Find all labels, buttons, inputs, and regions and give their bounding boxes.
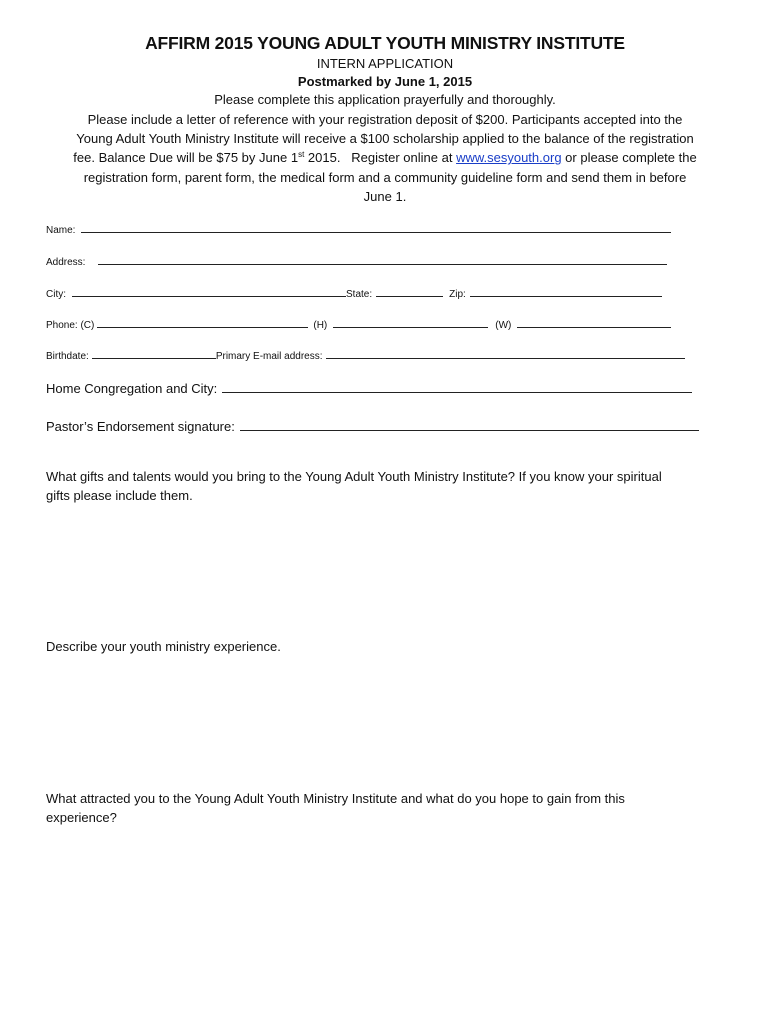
question-gifts-line-2: gifts please include them. bbox=[46, 488, 193, 503]
pastor-signature-row bbox=[46, 418, 699, 434]
phone-work-field[interactable] bbox=[517, 317, 671, 328]
zip-label: Zip: bbox=[449, 289, 466, 300]
congregation-label: Home Congregation and City: bbox=[46, 381, 218, 396]
state-field[interactable] bbox=[376, 286, 443, 297]
intro-line-2: Young Adult Youth Ministry Institute will receive a $100 scholarship applied to the balance of the registration bbox=[76, 131, 694, 147]
phone-cell-label: Phone: (C) bbox=[46, 320, 95, 331]
question-attracted bbox=[46, 789, 625, 827]
zip-field[interactable] bbox=[470, 286, 662, 297]
form-title: AFFIRM 2015 YOUNG ADULT YOUTH MINISTRY INSTITUTE bbox=[145, 33, 625, 53]
state-label: State: bbox=[346, 289, 373, 300]
email-field[interactable] bbox=[326, 348, 685, 359]
question-experience-line: Describe your youth ministry experience. bbox=[46, 639, 281, 654]
date-suffix: st bbox=[298, 150, 305, 160]
phone-row bbox=[46, 317, 671, 331]
birthdate-email-row bbox=[46, 348, 685, 362]
name-field[interactable] bbox=[81, 222, 671, 233]
pastor-signature-label: Pastor’s Endorsement signature: bbox=[46, 419, 235, 434]
question-attracted-line-1: What attracted you to the Young Adult Youth Ministry Institute and what do you hope to gain from this bbox=[46, 791, 625, 806]
instruction-line: Please complete this application prayerfully and thoroughly. bbox=[214, 92, 556, 107]
address-label: Address: bbox=[46, 257, 86, 268]
phone-cell-field[interactable] bbox=[97, 317, 308, 328]
question-gifts bbox=[46, 467, 662, 505]
city-field[interactable] bbox=[72, 286, 346, 297]
question-gifts-line-1: What gifts and talents would you bring to the Young Adult Youth Ministry Institute? If you know your spiritual bbox=[46, 469, 662, 484]
answer-area-experience[interactable] bbox=[46, 660, 726, 780]
intro-paragraph bbox=[0, 110, 770, 206]
website-link[interactable]: www.sesyouth.org bbox=[456, 150, 562, 166]
form-subtitle: INTERN APPLICATION bbox=[316, 56, 454, 71]
intro-line-3-end: or please complete the bbox=[561, 150, 697, 166]
intro-line-3-start: fee. Balance Due will be $75 by June 1 bbox=[73, 150, 299, 166]
email-label: Primary E-mail address: bbox=[215, 351, 323, 362]
address-row bbox=[46, 254, 667, 268]
phone-work-label: (W) bbox=[495, 320, 512, 331]
city-label: City: bbox=[46, 289, 66, 300]
intro-line-4: registration form, parent form, the medical form and a community guideline form and send them in before bbox=[83, 169, 687, 185]
answer-area-gifts[interactable] bbox=[46, 507, 726, 627]
phone-home-label: (H) bbox=[313, 320, 328, 331]
intro-line-3 bbox=[0, 148, 770, 167]
congregation-row bbox=[46, 380, 692, 396]
pastor-signature-field[interactable] bbox=[240, 418, 699, 431]
name-row bbox=[46, 222, 671, 236]
phone-home-field[interactable] bbox=[333, 317, 488, 328]
birthdate-field[interactable] bbox=[92, 348, 216, 359]
question-attracted-line-2: experience? bbox=[46, 810, 117, 825]
question-experience bbox=[46, 637, 281, 656]
answer-area-attracted[interactable] bbox=[46, 830, 726, 1000]
address-field[interactable] bbox=[98, 254, 667, 265]
birthdate-label: Birthdate: bbox=[46, 351, 89, 362]
intro-line-1: Please include a letter of reference with your registration deposit of $200. Participants accepted into the bbox=[87, 112, 683, 127]
intro-line-3-mid: 2015. Register online at bbox=[304, 150, 457, 166]
postmark-deadline: Postmarked by June 1, 2015 bbox=[297, 74, 473, 89]
intro-line-5: June 1. bbox=[363, 188, 407, 204]
name-label: Name: bbox=[46, 225, 76, 236]
city-state-zip-row bbox=[46, 286, 662, 300]
congregation-field[interactable] bbox=[222, 380, 692, 393]
